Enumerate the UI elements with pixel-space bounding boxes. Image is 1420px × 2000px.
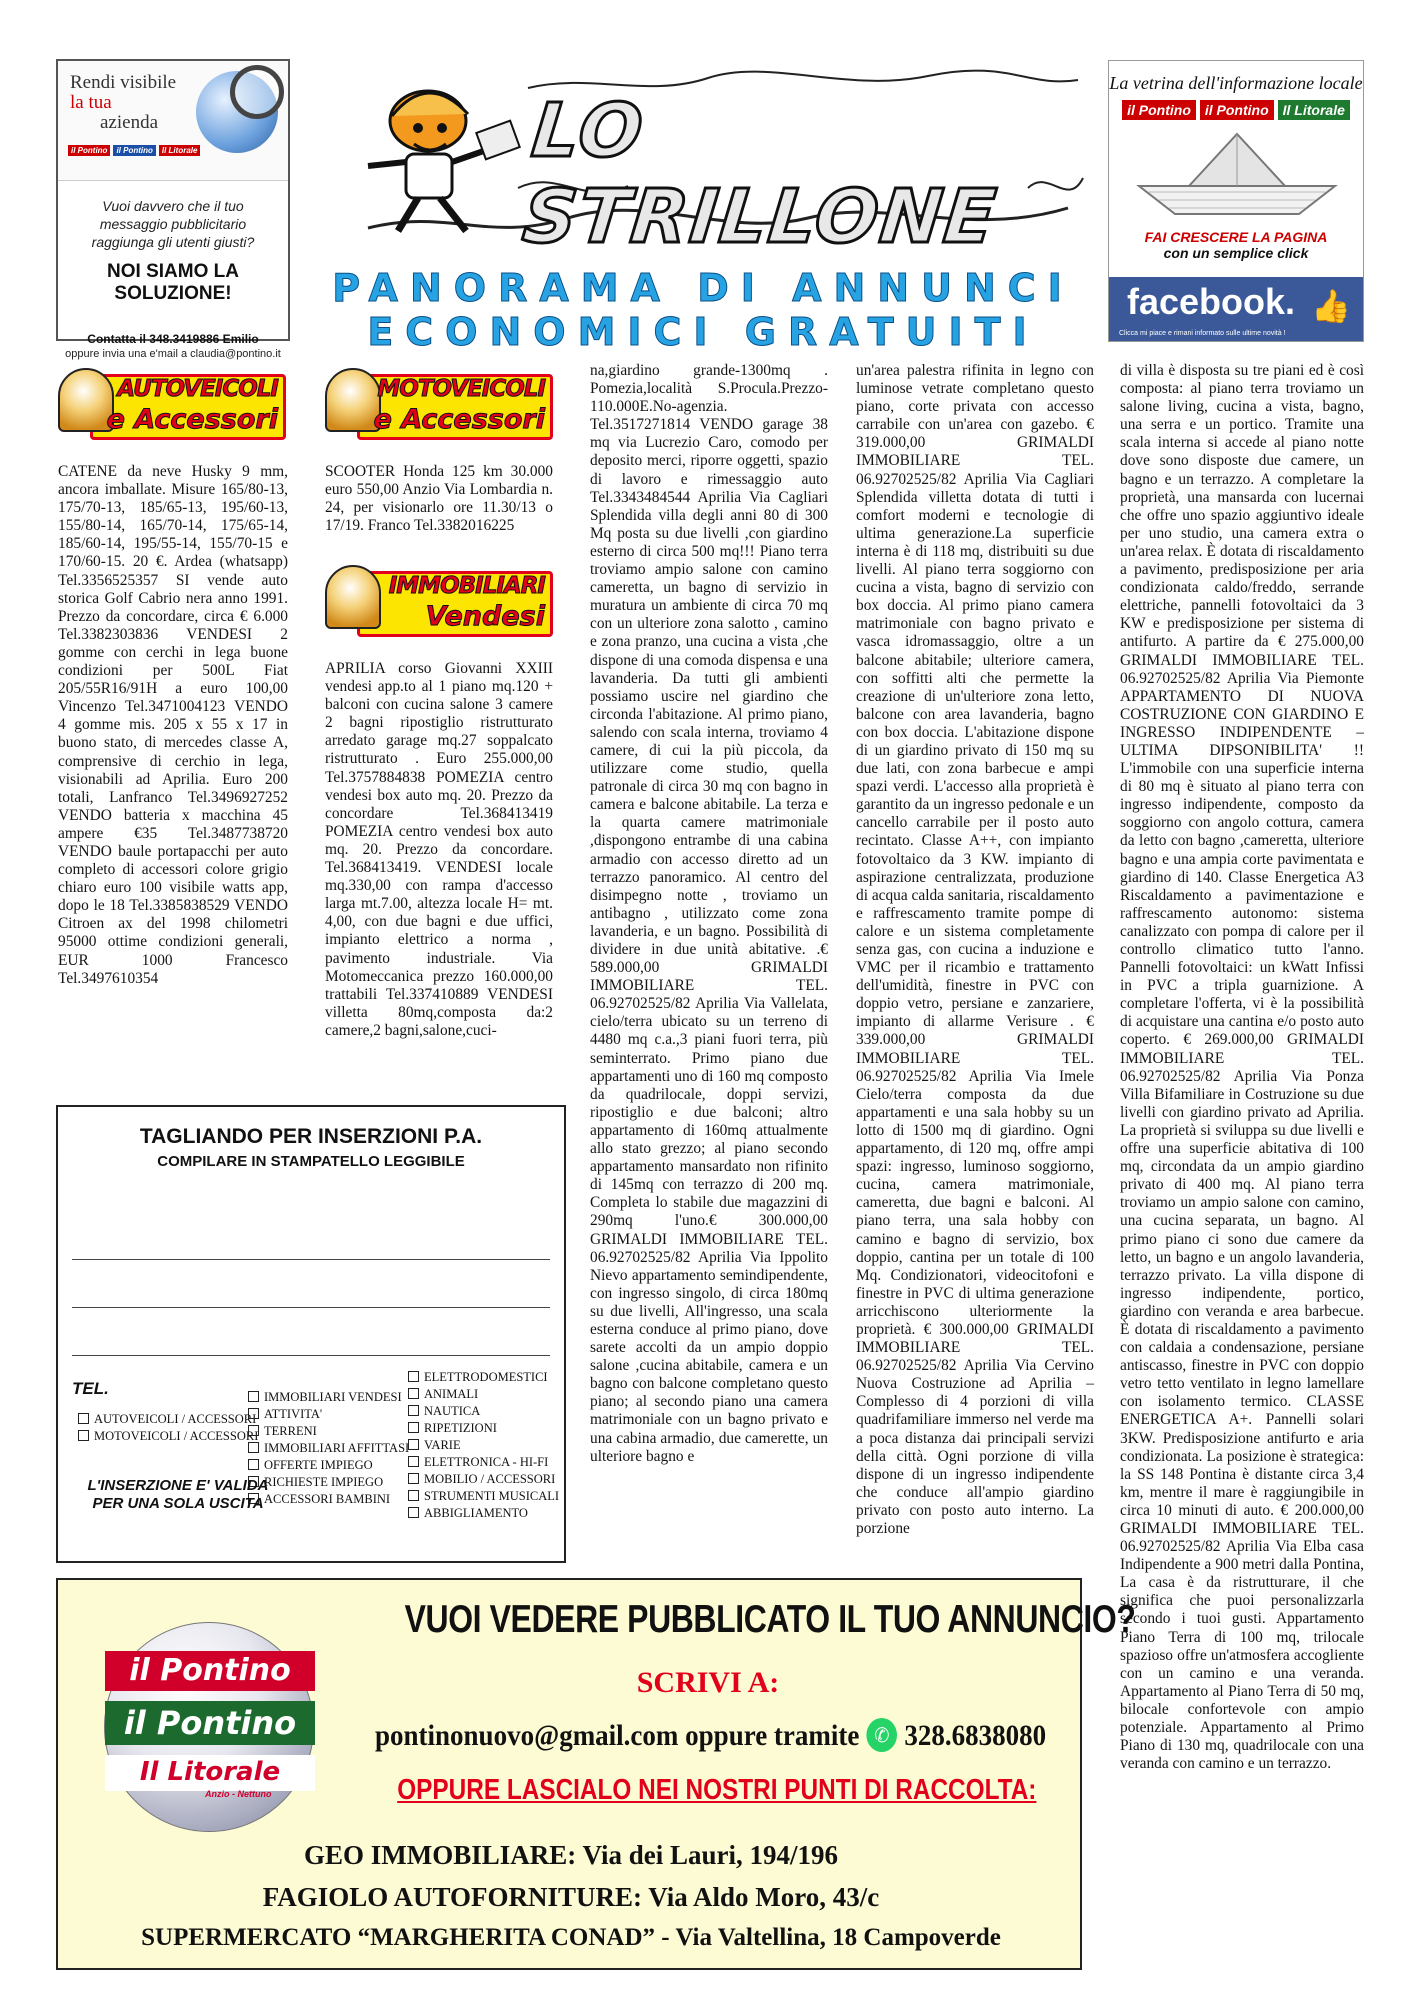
publish-ad-promo xyxy=(56,1578,1136,1970)
category-checkbox[interactable]: RICHIESTE IMPIEGO xyxy=(248,1474,409,1491)
column-immobiliari-3 xyxy=(856,362,1094,1562)
coupon-subtitle: COMPILARE IN STAMPATELLO LEGGIBILE xyxy=(157,1153,465,1170)
category-checkbox[interactable]: MOTOVEICOLI / ACCESSORI xyxy=(78,1428,258,1445)
ad-rendi-visibile[interactable] xyxy=(56,59,290,360)
classified-ads-text: un'area palestra rifinita in legno con luminose vetrate completano questo piano, corte privata con accesso carrabile con un'area con gazebo. € 319.000,00 GRIMALDI IMMOBILIARE TEL. 06.92702525/82 Aprilia Via Cagliari Splendida villetta dotata di tutti i comfort moderni e tecnologie di ultima generazione.La superficie interna è di 118 mq, distribuiti su due livelli. Al piano terra soggiorno con cucina a vista, bagno di servizio con box doccia. Al primo piano camera matrimoniale con bagno privato e vasca idromassaggio, oltre a un balcone abitabile; ulteriore camera, con soffitti alti che permette la creazione di un'ulteriore zona letto, balcone con area lavanderia, bagno con box doccia. L'abitazione dispone di un giardino privato di 150 mq su due lati, con zona barbecue e ampi spazi verdi. L'accesso alla proprietà è garantito da un ingresso pedonale e un cancello carrabile per il posto auto recintato. Classe A++, con impianto fotovoltaico da 3 KW. impianto di aspirazione centralizzata, produzione di acqua calda sanitaria, riscaldamento e raffrescamento tramite pompe di calore e un sistema completamente senza gas, con cucina a induzione e VMC per il ricambio e trattamento dell'umidità, finestre in PVC con doppio vetro, persiane e zanzariere, impianto di allarme Verisure . € 339.000,00 GRIMALDI IMMOBILIARE TEL. 06.92702525/82 Aprilia Via Imele Cielo/terra composta da due appartamenti e una sala hobby su un lotto di 1500 mq di giardino. Ogni appartamento, di 120 mq, offre ampi spazi: ingresso, luminoso soggiorno, cucina, camera matrimoniale, cameretta, due bagni e balconi. Al piano terra, una sala hobby con camino e bagno di servizio, box doppio, cantina per un totale di 100 Mq. Condizionatori, videocitofoni e finestre in PVC di ultima generazione arricchiscono ulteriormente la proprietà. € 300.000,00 GRIMALDI IMMOBILIARE TEL. 06.92702525/82 Aprilia Via Cervino Nuova Costruzione ad Aprilia – Complesso di 4 porzioni di villa quadrifamiliare immerso nel verde ma a poca distanza dai principali servizi della città. Ogni porzione di villa dispone di un ingresso indipendente che conduce all'ampio giardino privato con posto auto interno. La porzione xyxy=(856,362,1095,1537)
ad-right-title: La vetrina dell'informazione locale xyxy=(1109,73,1363,93)
column-immobiliari-2 xyxy=(590,362,828,1562)
whatsapp-icon: ✆ xyxy=(867,1718,898,1752)
category-checkbox[interactable]: MOBILIO / ACCESSORI xyxy=(408,1471,559,1488)
ad-logos: il Pontino il Pontino Il Litorale xyxy=(68,145,200,156)
category-checkbox[interactable]: ELETTRONICA - HI-FI xyxy=(408,1454,559,1471)
newsboy-mascot-icon xyxy=(348,66,528,236)
masthead-logo: LO STRILLONE xyxy=(518,88,1002,260)
insertion-coupon[interactable] xyxy=(56,1105,566,1563)
ad-contact-phone: Contatta il 348.3419886 Emilio xyxy=(87,332,259,346)
promo-write-to: SCRIVI A: xyxy=(636,1666,780,1699)
ad-vetrina-facebook[interactable] xyxy=(1108,60,1364,342)
category-checkbox[interactable]: AUTOVEICOLI / ACCESSORI xyxy=(78,1411,258,1428)
coupon-validity-note: L'INSERZIONE E' VALIDA PER UNA SOLA USCITA xyxy=(87,1477,269,1512)
coupon-write-line[interactable] xyxy=(72,1259,550,1260)
collection-point-address: SUPERMERCATO “MARGHERITA CONAD” - Via Valtellina, 18 Campoverde xyxy=(141,1924,1001,1951)
category-checkbox[interactable]: VARIE xyxy=(408,1437,559,1454)
promo-collection-points: OPPURE LASCIALO NEI NOSTRI PUNTI DI RACCOLTA: xyxy=(397,1774,1037,1806)
newsboy-badge-icon xyxy=(325,368,381,432)
ad-solution: NOI SIAMO LA SOLUZIONE! xyxy=(107,261,239,304)
facebook-caption: Clicca mi piace e rimani informato sulle ultime novità ! xyxy=(1119,330,1286,337)
masthead xyxy=(318,58,1088,258)
ad-contact-email[interactable]: oppure invia una e'mail a claudia@pontino.it xyxy=(65,348,281,360)
promo-headline: VUOI VEDERE PUBBLICATO IL TUO ANNUNCIO? xyxy=(404,1598,1136,1641)
coupon-categories-3 xyxy=(408,1369,559,1522)
ad-right-logos: il Pontino il Pontino Il Litorale xyxy=(1109,100,1363,120)
column-motoveicoli xyxy=(325,463,553,559)
column-autoveicoli xyxy=(58,463,288,1088)
masthead-tagline: PANORAMA DI ANNUNCI ECONOMICI GRATUITI xyxy=(332,266,1074,354)
facebook-logo: facebook. xyxy=(1127,281,1296,322)
collection-point-address: FAGIOLO AUTOFORNITURE: Via Aldo Moro, 43/c xyxy=(262,1882,880,1912)
magnifier-icon xyxy=(230,65,284,119)
section-header-autoveicoli: AUTOVEICOLI e Accessori xyxy=(58,368,286,450)
coupon-write-line[interactable] xyxy=(72,1307,550,1308)
facebook-banner[interactable] xyxy=(1109,277,1363,341)
classified-ads-text: na,giardino grande-1300mq . Pomezia,località S.Procula.Prezzo-110.000E.No-agenzia. Tel.3517271814 VENDO garage 38 mq via Lucrezio Caro, comodo per deposito merci, riporre oggetti, spazio di lavoro e rimessaggio auto Tel.3343484544 Aprilia Via Cagliari Splendida villa degli anni 80 di 300 Mq posta su due livelli ,con giardino esterno di circa 500 mq!!! Piano terra troviamo ampio salone con camino cameretta, un bagno di servizio in muratura un ambiente di circa 70 mq con un ulteriore zona salotto , camino e zona pranzo, una cucina a vista ,che dispone di una comoda dispensa e una lavanderia. Da tutti gli ambienti possiamo uscire nel giardino che circonda l'abitazione. Al primo piano, salendo con scala interna, troviamo 4 camere, di cui la più piccola, da utilizzare come studio, quella patronale di circa 30 mq con bagno in camera e balcone abitabile. La terza e la quarta camere matrimoniale ,dispongono entrambe di una cabina armadio con accesso diretto ad un terrazzo panoramico. Al centro del disimpegno notte , troviamo un antibagno , utilizzato come zona lavanderia, e un bagno. Possibilità di dividere in due unità abitative. .€ 589.000,00 GRIMALDI IMMOBILIARE TEL. 06.92702525/82 Aprilia Via Vallelata, cielo/terra ubicato su un terreno di 4480 mq c.a.,3 piani fuori terra, più seminterrato. Primo piano due appartamenti uno di 160 mq composto da quadrilocale, doppi servizi, ripostiglio e due balconi; altro appartamento di 160mq attualmente allo stato grezzo; al piano secondo appartamento mansardato non rifinito di 145mq con terrazzo di 200 mq. Completa lo stabile due magazzini di 290mq l'uno.€ 300.000,00 GRIMALDI IMMOBILIARE TEL. 06.92702525/82 Aprilia Via Ippolito Nievo appartamento semindipendente, con ingresso singolo, di circa 180mq su due livelli, All'ingresso, una scala esterna conduce al primo piano, dove sarete accolti da un ampio doppio salone ,cucina abitabile, camera e un bagno con balcone completano questo piano; al secondo piano una camera matrimoniale con un bagno privato e una cabina armadio, due camerette, un ulteriore bagno e xyxy=(590,362,828,1465)
promo-contact xyxy=(375,1718,1047,1753)
ad-right-subcall: con un semplice click xyxy=(1163,245,1309,261)
category-checkbox[interactable]: ATTIVITA' xyxy=(248,1406,409,1423)
ad-right-call: FAI CRESCERE LA PAGINA xyxy=(1144,229,1328,245)
ad-headline: Rendi visibile la tua azienda xyxy=(70,72,177,133)
category-checkbox[interactable]: TERRENI xyxy=(248,1423,409,1440)
category-checkbox[interactable]: ELETTRODOMESTICI xyxy=(408,1369,559,1386)
classified-ads-text: APRILIA corso Giovanni XXIII vendesi app.to al 1 piano mq.120 + balconi con cucina salone 3 camere 2 bagni ripostiglio ristrutturato arredato garage mq.27 soppalcato ristrutturato . Euro 255.000,00 Tel.3757884838 POMEZIA centro vendesi box auto mq. 20. Prezzo da concordare Tel.368413419 POMEZIA centro vendesi box auto mq. 20. Prezzo da concordare. Tel.368413419. VENDESI locale mq.330,00 con rampa d'accesso larga mt.7.00, altezza locale H= mt. 4,00, con due bagni e due uffici, impianto elettrico a norma , pavimento industriale. Via Motomeccanica prezzo 160.000,00 trattabili Tel.337410889 VENDESI villetta 80mq,composta da:2 camere,2 bagni,salone,cuci- xyxy=(325,660,553,1039)
pontino-ball-logo: il Pontino il Pontino Il Litorale Anzio - Nettuno xyxy=(104,1622,314,1832)
coupon-categories-1 xyxy=(78,1411,258,1445)
section-header-immobiliari: IMMOBILIARI Vendesi xyxy=(325,565,553,647)
category-checkbox[interactable]: RIPETIZIONI xyxy=(408,1420,559,1437)
classified-ads-text: CATENE da neve Husky 9 mm, ancora imballate. Misure 165/80-13, 175/70-13, 185/65-13, 195/60-13, 155/80-14, 165/70-14, 175/65-14, 185/60-14, 195/55-14, 155/70-15 e 170/60-15. 20 €. Ardea (whatsapp) Tel.3356525357 SI vende auto storica Golf Cabrio nera anno 1991. Prezzo da concordare, circa € 6.000 Tel.3382303836 VENDESI 2 gomme con cerchi in lega buone condizioni per 500L Fiat 205/55R16/91H a euro 100,00 Vincenzo Tel.3471004123 VENDO 4 gomme mis. 205 x 55 x 17 in buono stato, di mercedes classe A, comprensive di cerchio in lega, visionabili ad Aprilia. Euro 200 totali, Lanfranco Tel.3496927252 VENDO batteria x macchina 45 ampere €35 Tel.3487738720 VENDO baule portapacchi per auto completo di accessori colore grigio chiaro euro 100 visibile watts app, dopo le 18 Tel.3385838529 VENDO Citroen ax del 1998 chilometri 95000 ottime condizioni generali, EUR 1000 Francesco Tel.3497610354 xyxy=(58,463,288,987)
section-header-motoveicoli: MOTOVEICOLI e Accessori xyxy=(325,368,553,450)
classified-ads-text: SCOOTER Honda 125 km 30.000 euro 550,00 Anzio Via Lombardia n. 24, per visionarlo ore 11.30/13 o 17/19. Franco Tel.3382016225 xyxy=(325,463,553,535)
category-checkbox[interactable]: ACCESSORI BAMBINI xyxy=(248,1491,409,1508)
newsboy-badge-icon xyxy=(325,565,381,629)
category-checkbox[interactable]: ABBIGLIAMENTO xyxy=(408,1505,559,1522)
ad-header xyxy=(58,61,288,181)
category-checkbox[interactable]: IMMOBILIARI AFFITTASI xyxy=(248,1440,409,1457)
category-checkbox[interactable]: STRUMENTI MUSICALI xyxy=(408,1488,559,1505)
promo-phone[interactable]: 328.6838080 xyxy=(904,1719,1047,1752)
collection-point-address: GEO IMMOBILIARE: Via dei Lauri, 194/196 xyxy=(303,1840,839,1870)
column-immobiliari-1 xyxy=(325,660,553,1090)
coupon-title: TAGLIANDO PER INSERZIONI P.A. xyxy=(139,1125,483,1148)
promo-email[interactable]: pontinonuovo@gmail.com oppure tramite xyxy=(375,1719,860,1752)
category-checkbox[interactable]: OFFERTE IMPIEGO xyxy=(248,1457,409,1474)
coupon-write-line[interactable] xyxy=(72,1355,550,1356)
category-checkbox[interactable]: ANIMALI xyxy=(408,1386,559,1403)
thumbs-up-icon: 👍 xyxy=(1311,288,1351,324)
coupon-tel-label: TEL. xyxy=(72,1379,109,1398)
category-checkbox[interactable]: IMMOBILIARI VENDESI xyxy=(248,1389,409,1406)
newsboy-badge-icon xyxy=(58,368,114,432)
classified-ads-text: di villa è disposta su tre piani ed è così composta: al piano terra troviamo un salone living, cucina a vista, bagno, una serra e un portico. Tramite una scala interna si accede al piano notte dove sono disposte due camere, un bagno e un terrazzo. A completare la proprietà, una mansarda con lucernai che offre uno spazio aggiuntivo ideale per uno studio, una camera extra o un'area relax. È dotata di riscaldamento a pavimento, predisposizione per aria condizionata caldo/freddo, serrande elettriche, pannelli fotovoltaici da 3 KW e predisposizione per sistema di antifurto. A partire da € 275.000,00 GRIMALDI IMMOBILIARE TEL. 06.92702525/82 Aprilia Via Piemonte APPARTAMENTO DI NUOVA COSTRUZIONE CON GIARDINO E INGRESSO INDIPENDENTE – ULTIMA DIPSONIBILITA' !! L'immobile con una superficie interna di 80 mq è situato al piano terra con ingresso indipendente, composto da soggiorno con angolo cottura, camera da letto con bagno ,cameretta, ulteriore bagno e una ampia corte pavimentata e giardino di 140. Classe Energetica A3 Riscaldamento a pavimentazione e raffrescamento autonomo: sistema canalizzato con pompa di calore per il controllo climatico tutto l'anno. Pannelli fotovoltaici: un kWatt Infissi in PVC a tripla guarnizione. A completare l'offerta, vi è la possibilità di acquistare una cantina e/o posto auto coperto. € 269.000,00 GRIMALDI IMMOBILIARE TEL. 06.92702525/82 Aprilia Via Ponza Villa Bifamiliare in Costruzione su due livelli con giardino privato ad Aprilia. La proprietà si sviluppa su due livelli e offre una superficie abitativa di 100 mq, circondata da un ampio giardino privato di 400 mq. Al piano terra troviamo un ampio salone con camino, una cucina separata, un bagno. Al primo piano ci sono due camere da letto, un bagno e un angolo lavanderia, terrazzo privato. La villa dispone di ingresso indipendente, portico, giardino con veranda e area barbecue. È dotata di riscaldamento a pavimento con caldaia a condensazione, persiane antiscasso, finestre in PVC con doppio vetro tetto ventilato in legno lamellare con isolamento termico. CLASSE ENERGETICA A+. Pannelli solari 3KW. Predisposizione antifurto e aria condizionata. La posizione è strategica: la SS 148 Pontina è distante circa 3,4 km, mentre il mare è raggiungibile in circa 10 minuti di auto. € 200.000,00 GRIMALDI IMMOBILIARE TEL. 06.92702525/82 Aprilia Via Elba casa Indipendente a 900 metri dalla Pontina, La casa è da ristrutturare, il che significa che puoi personalizzarla secondo i tuoi gusti. Appartamento Piano Terra di 100 mq, trilocale spazioso offre un'atmosfera accogliente con un camino e una veranda. Appartamento al Piano Terra di 50 mq, bilocale confortevole con ampio potenziale. Appartamento al Primo Piano di 130 mq, quadrilocale con una veranda con camino e un terrazzo. xyxy=(1120,362,1364,1773)
category-checkbox[interactable]: NAUTICA xyxy=(408,1403,559,1420)
column-immobiliari-4 xyxy=(1120,362,1364,1974)
ad-question: Vuoi davvero che il tuo messaggio pubblicitario raggiunga gli utenti giusti? xyxy=(91,198,255,250)
paper-boat-icon xyxy=(1129,126,1345,220)
